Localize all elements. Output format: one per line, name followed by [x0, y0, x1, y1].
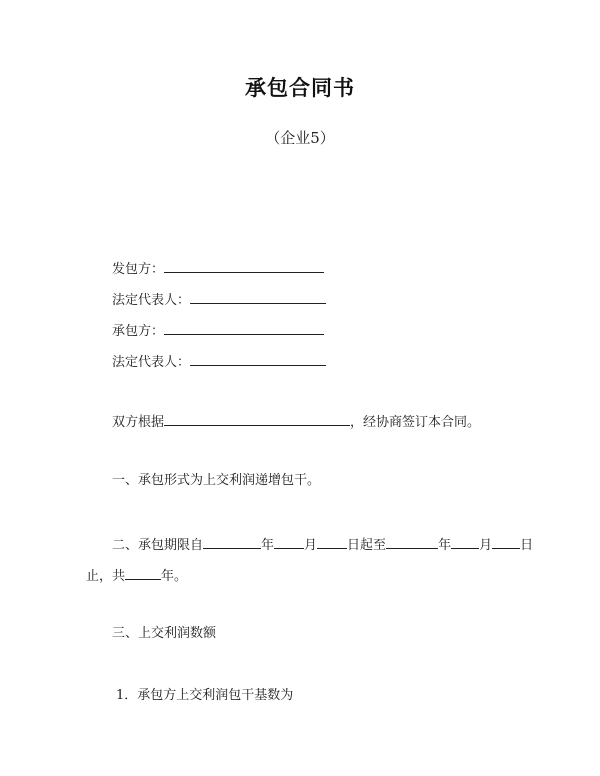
contractor-rep-label: 法定代表人：: [112, 293, 191, 308]
end-month-unit: 月: [479, 538, 493, 553]
start-year-blank[interactable]: [203, 534, 261, 549]
contractor-label: 发包方：: [112, 262, 165, 277]
clause-3-heading: 三、上交利润数额: [112, 626, 217, 641]
clause-2-line-2: [86, 565, 187, 586]
intro-suffix: ，经协商签订本合同。: [350, 415, 481, 430]
intro-row: [112, 411, 480, 432]
start-month-blank[interactable]: [274, 534, 304, 549]
start-day-blank[interactable]: [317, 534, 347, 549]
end-year-unit: 年: [438, 538, 452, 553]
contractee-rep-row: [112, 351, 326, 372]
contractee-rep-blank[interactable]: [190, 351, 326, 366]
start-day-unit: 日起至: [347, 538, 387, 553]
document-subtitle: （企业5）: [265, 129, 335, 147]
clause-2-line2-suffix: 年。: [161, 569, 188, 584]
start-month-unit: 月: [304, 538, 318, 553]
clause-1: 一、承包形式为上交利润递增包干。: [112, 473, 321, 488]
clause-2-line2-prefix: 止，共: [86, 569, 126, 584]
contractor-blank[interactable]: [164, 258, 324, 273]
contractor-rep-blank[interactable]: [190, 289, 326, 304]
contractee-blank[interactable]: [164, 320, 324, 335]
contractee-label: 承包方：: [112, 324, 165, 339]
document-title: 承包合同书: [245, 76, 355, 100]
contractee-rep-label: 法定代表人：: [112, 355, 191, 370]
end-year-blank[interactable]: [386, 534, 438, 549]
end-month-blank[interactable]: [451, 534, 479, 549]
clause-3-item-1: 1．承包方上交利润包干基数为: [116, 688, 294, 703]
basis-blank[interactable]: [164, 411, 350, 426]
end-day-unit: 日: [520, 538, 534, 553]
contractor-row: [112, 258, 324, 279]
start-year-unit: 年: [261, 538, 275, 553]
end-day-blank[interactable]: [492, 534, 520, 549]
clause-2-line-1: [112, 534, 533, 555]
clause-2-prefix: 二、承包期限自: [112, 538, 204, 553]
contractor-rep-row: [112, 289, 326, 310]
term-years-blank[interactable]: [125, 565, 161, 580]
intro-prefix: 双方根据: [112, 415, 165, 430]
contractee-row: [112, 320, 324, 341]
